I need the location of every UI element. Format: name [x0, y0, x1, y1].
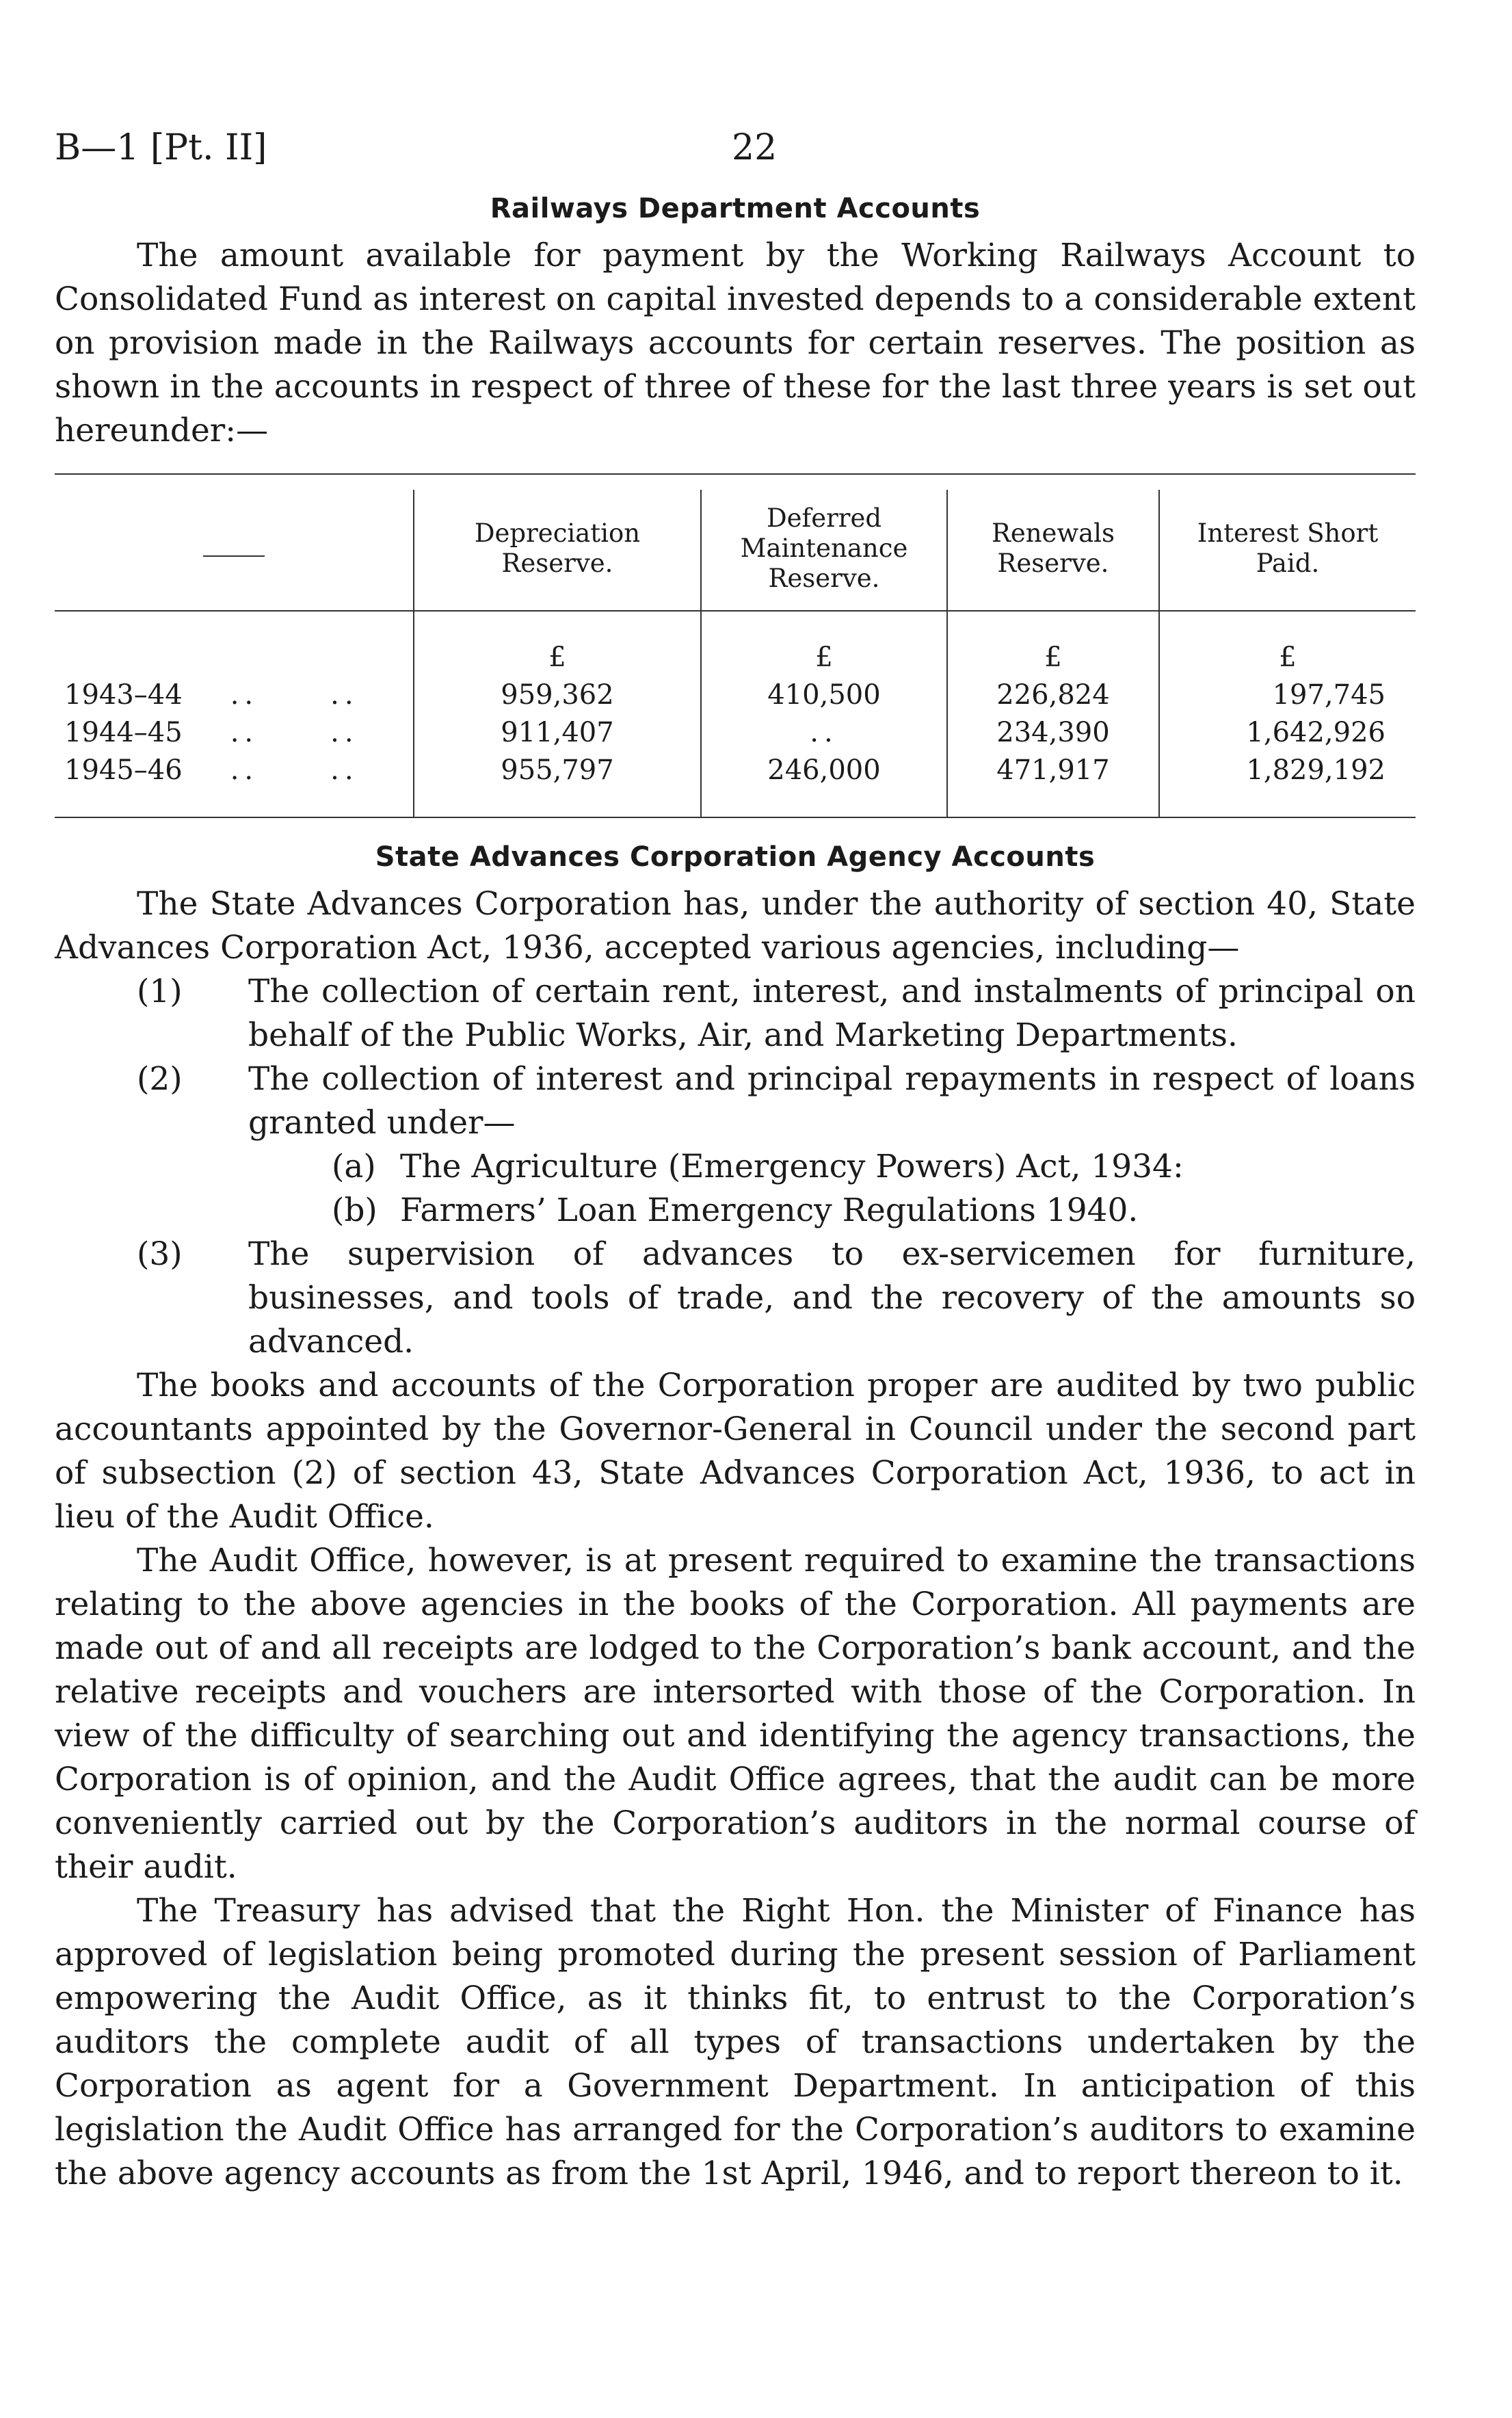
leader-dots: ..	[330, 754, 359, 786]
list-label: (3)	[137, 1235, 183, 1273]
sub-list-text: The Agriculture (Emergency Powers) Act, 1934:	[400, 1148, 1184, 1185]
reserves-table-frame	[55, 473, 1416, 818]
column-header: Renewals Reserve.	[947, 490, 1159, 611]
leader-dots: ..	[230, 679, 259, 711]
sub-list-label: (a)	[332, 1148, 376, 1185]
cell-value: 246,000	[701, 752, 947, 817]
list-item	[55, 1233, 1416, 1364]
row-label	[55, 714, 414, 752]
document-page	[55, 109, 1416, 2196]
column-header: Interest Short Paid.	[1159, 490, 1416, 611]
column-header: Depreciation Reserve.	[414, 490, 701, 611]
table-row	[55, 752, 1416, 817]
cell-value: 911,407	[414, 714, 701, 752]
leader-dots: ..	[230, 717, 259, 748]
cell-value: 226,824	[947, 676, 1159, 714]
column-header: Deferred Maintenance Reserve.	[701, 490, 947, 611]
table-row	[55, 676, 1416, 714]
list-label: (2)	[137, 1060, 183, 1098]
railways-paragraph: The amount available for payment by the Working Railways Account to Consolidated Fund as interest on capital invested depends to a considerable extent on provision made in the Railways accounts for certain reserves. The position as shown in the accounts in respect of three of these for the last three years is set out hereunder:—	[55, 237, 1416, 449]
unit-symbol: £	[701, 611, 947, 676]
list-item	[55, 970, 1416, 1057]
cell-value: 955,797	[414, 752, 701, 817]
year: 1945–46	[64, 754, 183, 786]
row-label	[55, 676, 414, 714]
list-text: The collection of certain rent, interest, and instalments of principal on behalf of the Public Works, Air, and Marketing Departments.	[248, 973, 1416, 1054]
section-title-railways: Railways Department Accounts	[490, 193, 981, 224]
units-row	[55, 611, 1416, 676]
list-text: The supervision of advances to ex-servicemen for furniture, businesses, and tools of trade, and the recovery of the amounts so advanced.	[248, 1235, 1416, 1361]
list-text: The collection of interest and principal repayments in respect of loans granted under—	[248, 1060, 1416, 1142]
leader-dots: ..	[230, 754, 259, 786]
cell-value: 1,829,192	[1159, 752, 1416, 817]
cell-value: 197,745	[1159, 676, 1416, 714]
page-header	[55, 109, 1416, 171]
row-label	[55, 752, 414, 817]
section-title-state-advances: State Advances Corporation Agency Accounts	[375, 841, 1096, 873]
year: 1943–44	[64, 679, 183, 711]
table-stub-header	[55, 490, 414, 611]
cell-value: 410,500	[701, 676, 947, 714]
reserves-table	[55, 490, 1416, 817]
page-number: 22	[732, 127, 778, 168]
audit-paragraph: The Audit Office, however, is at present required to examine the transactions relating to the above agencies in the books of the Corporation. All payments are made out of and all receipts are lodged to the Corporation’s bank account, and the relative receipts and vouchers are intersorted with those of the Corporation. In view of the difficulty of searching out and identifying the agency transactions, the Corporation is of opinion, and the Audit Office agrees, that the audit can be more conveniently carried out by the Corporation’s auditors in the normal course of their audit.	[55, 1542, 1416, 1886]
cell-value: 471,917	[947, 752, 1159, 817]
unit-symbol: £	[947, 611, 1159, 676]
cell-value: ..	[701, 714, 947, 752]
cell-value: 1,642,926	[1159, 714, 1416, 752]
list-item	[55, 1057, 1416, 1145]
audit-paragraph: The Treasury has advised that the Right Hon. the Minister of Finance has approved of legislation being promoted during the present session of Parliament empowering the Audit Office, as it thinks fit, to entrust to the Corporation’s auditors the complete audit of all types of transactions undertaken by the Corporation as agent for a Government Department. In anticipation of this legislation the Audit Office has arranged for the Corporation’s auditors to examine the above agency accounts as from the 1st April, 1946, and to report thereon to it.	[55, 1892, 1416, 2192]
unit-symbol: £	[1159, 611, 1416, 676]
report-reference: B—1 [Pt. II]	[55, 127, 267, 168]
cell-value: 234,390	[947, 714, 1159, 752]
sub-list-label: (b)	[332, 1192, 377, 1229]
leader-dots: ..	[330, 679, 359, 711]
table-row	[55, 714, 1416, 752]
state-advances-intro: The State Advances Corporation has, under the authority of section 40, State Advances Corporation Act, 1936, accepted various agencies, including—	[55, 885, 1416, 967]
unit-symbol: £	[414, 611, 701, 676]
list-label: (1)	[137, 973, 183, 1010]
year: 1944–45	[64, 717, 183, 748]
sub-list-item	[55, 1189, 1416, 1233]
audit-paragraph: The books and accounts of the Corporation proper are audited by two public accountants appointed by the Governor-General in Council under the second part of subsection (2) of section 43, State Advances Corporation Act, 1936, to act in lieu of the Audit Office.	[55, 1367, 1416, 1536]
leader-dots: ..	[330, 717, 359, 748]
cell-value: 959,362	[414, 676, 701, 714]
sub-list-item	[55, 1145, 1416, 1189]
sub-list-text: Farmers’ Loan Emergency Regulations 1940.	[400, 1192, 1139, 1229]
